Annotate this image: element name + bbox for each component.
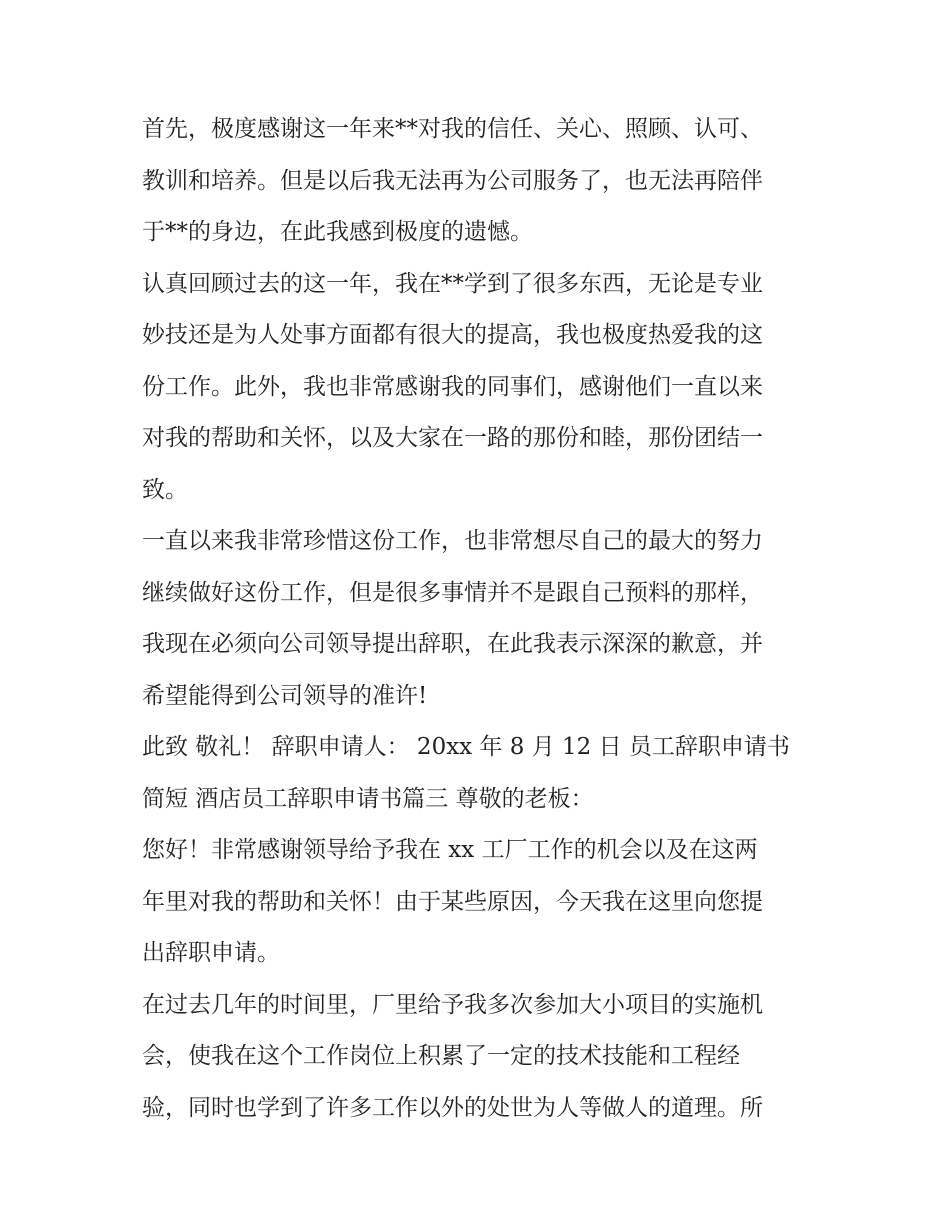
text-line: 首先，极度感谢这一年来**对我的信任、关心、照顾、认可、 [142, 116, 763, 142]
text-line: 出辞职申请。 [142, 940, 280, 966]
text-line: 在过去几年的时间里，厂里给予我多次参加大小项目的实施机 [142, 991, 763, 1018]
text-line: 我现在必须向公司领导提出辞职，在此我表示深深的歉意，并 [142, 631, 763, 657]
text-line: 致。 [142, 476, 188, 503]
text-line: 年里对我的帮助和关怀！由于某些原因，今天我在这里向您提 [142, 888, 763, 915]
text-line: 希望能得到公司领导的准许! [142, 682, 428, 709]
text-line: 教训和培养。但是以后我无法再为公司服务了，也无法再陪伴 [142, 167, 763, 194]
text-line: 继续做好这份工作，但是很多事情并不是跟自己预料的那样， [142, 579, 763, 606]
text-line: 此致 敬礼！ 辞职申请人： 20xx 年 8 月 12 日 员工辞职申请书 [142, 734, 790, 760]
text-line: 份工作。此外，我也非常感谢我的同事们，感谢他们一直以来 [142, 373, 763, 400]
document-body [142, 104, 822, 1134]
text-line: 一直以来我非常珍惜这份工作，也非常想尽自己的最大的努力 [142, 528, 763, 554]
text-line: 简短 酒店员工辞职申请书篇三 尊敬的老板： [142, 785, 594, 812]
text-line: 会，使我在这个工作岗位上积累了一定的技术技能和工程经 [142, 1043, 740, 1069]
text-line: 验，同时也学到了许多工作以外的处世为人等做人的道理。所 [142, 1094, 763, 1121]
text-line: 认真回顾过去的这一年，我在**学到了很多东西，无论是专业 [142, 270, 763, 297]
text-line: 妙技还是为人处事方面都有很大的提高，我也极度热爱我的这 [142, 322, 763, 348]
text-line: 对我的帮助和关怀，以及大家在一路的那份和睦，那份团结一 [142, 425, 763, 451]
text-line: 您好！非常感谢领导给予我在 xx 工厂工作的机会以及在这两 [142, 837, 758, 863]
text-line: 于**的身边，在此我感到极度的遗憾。 [142, 219, 533, 245]
